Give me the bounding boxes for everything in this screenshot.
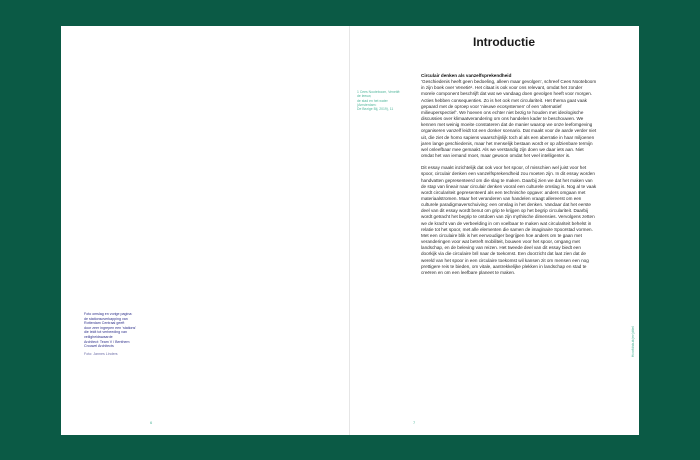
body-text [421,73,597,276]
section-heading: Circulair denken als vanzelfsprekendheid [421,73,512,78]
page-number-right: 7 [413,420,416,425]
running-head: Hoofdstuk(en)titel [630,326,635,358]
right-page [350,26,639,435]
paragraph-2: Dit essay maakt inzichtelijk dat ook voor het spoor, of misschien wel juist voor het spoor, circulair denken een vanzelfsprekendheid zou moeten zijn. In dit essay worden handvatten gepresenteerd om die slag te maken. Daarbij zien we dat het maken van de stap van lineair naar circulair denken vooral een culturele omslag is. Nog al te vaak wordt circulariteit gepresenteerd als een technische opgave: anders omgaan met materiaalstromen. Maar het veranderen van handelen vraagt allereerst om een culturele paradigmaverschuiving: een omslag in het denken. Vandaar dat het eerste deel van dit essay wordt benut om grip te krijgen op het begrip circulariteit. Daarbij wordt getracht het begrip te ontdoen van zijn mythische dimensies. Vervolgens zetten we de kracht van de verbeelding in om voelbaar te maken wat circulariteit behelst in relatie tot het spoor, met alle elementen die samen de imaginaire Spoorstad vormen. Met een circulaire blik is het eenvoudiger begrijpen hoe anders om te gaan met veranderingen voor wat betreft mobiliteit, bouwen voor het spoor, omgang met landschap, en de beleving van reizen. Het tweede deel van dit essay biedt een doorkijk via die circulaire bril naar de toekomst. Een doorzicht dat laat zien dat de wereld van het spoor in een circulaire toekomst wil kansen zit om mensen een nog prettigere reis te bieden, om vitale, aantrekkelijke plekken in landschap en stad te creëren en om een leefbare planeet te maken. [421,165,597,275]
book-spread [61,26,639,435]
caption-text: Foto omslag en vorige pagina: de stationsoverkapping van Rotterdam Centraal geeft door zeer ingrepen een ‘stations’ die leidt tot verbeeding van veiligheidswaarde Architect: Team V / Benthem Crouwel Architects [84,312,137,349]
photo-caption [84,312,146,356]
photo-credit: Foto: Jannes Linders [84,351,118,356]
footnote-sidenote: 1 Cees Nooteboom, Venetië: de leeuw, de stad en het water (Amsterdam: De Bezige Bij, 2019), 11 [357,90,401,112]
left-page [61,26,350,435]
paragraph-1: ‘Geschiedenis heeft geen bedoeling, alleen maar gevolgen’, schreef Cees Nooteboom in zijn boek over Venetië¹. Het citaat is ook voor ons relevant, omdat het zonder morele component beschrijft dat wat we vandaag doen gevolgen heeft voor morgen. Acties hebben consequenties. Zo is het ook met circulariteit. Het thema gaat vaak gepaard met de oproep voor ‘nieuwe ecosystemen’ of een ‘alternatief milieuperspectief’. We hoeven ons echter niet bezig te houden met ideologische discussies over klimaatverandering om ons handelen kader te beschouwen. We kennen met weinig moeite constateren dat de manier waarop we onze leefomgeving organiseren vanzelf leidt tot een donker scenario. Dat maakt voor de aarde verder niet uit, die ziet de homo sapiens waarschijnlijk toch al als een aberratie in haar miljoenen jaren lange geschiedenis, maar het menselijk bestaan wordt er op afzienbare termijn wel onleefbaar mee gemaakt. Als we verstandig zijn doen we daar iets aan. Niet omdat het van iemand moet, maar gewoon omdat het veel intelligenter is. [421,79,597,159]
page-title: Introductie [473,35,535,49]
page-number-left: 6 [150,420,153,425]
